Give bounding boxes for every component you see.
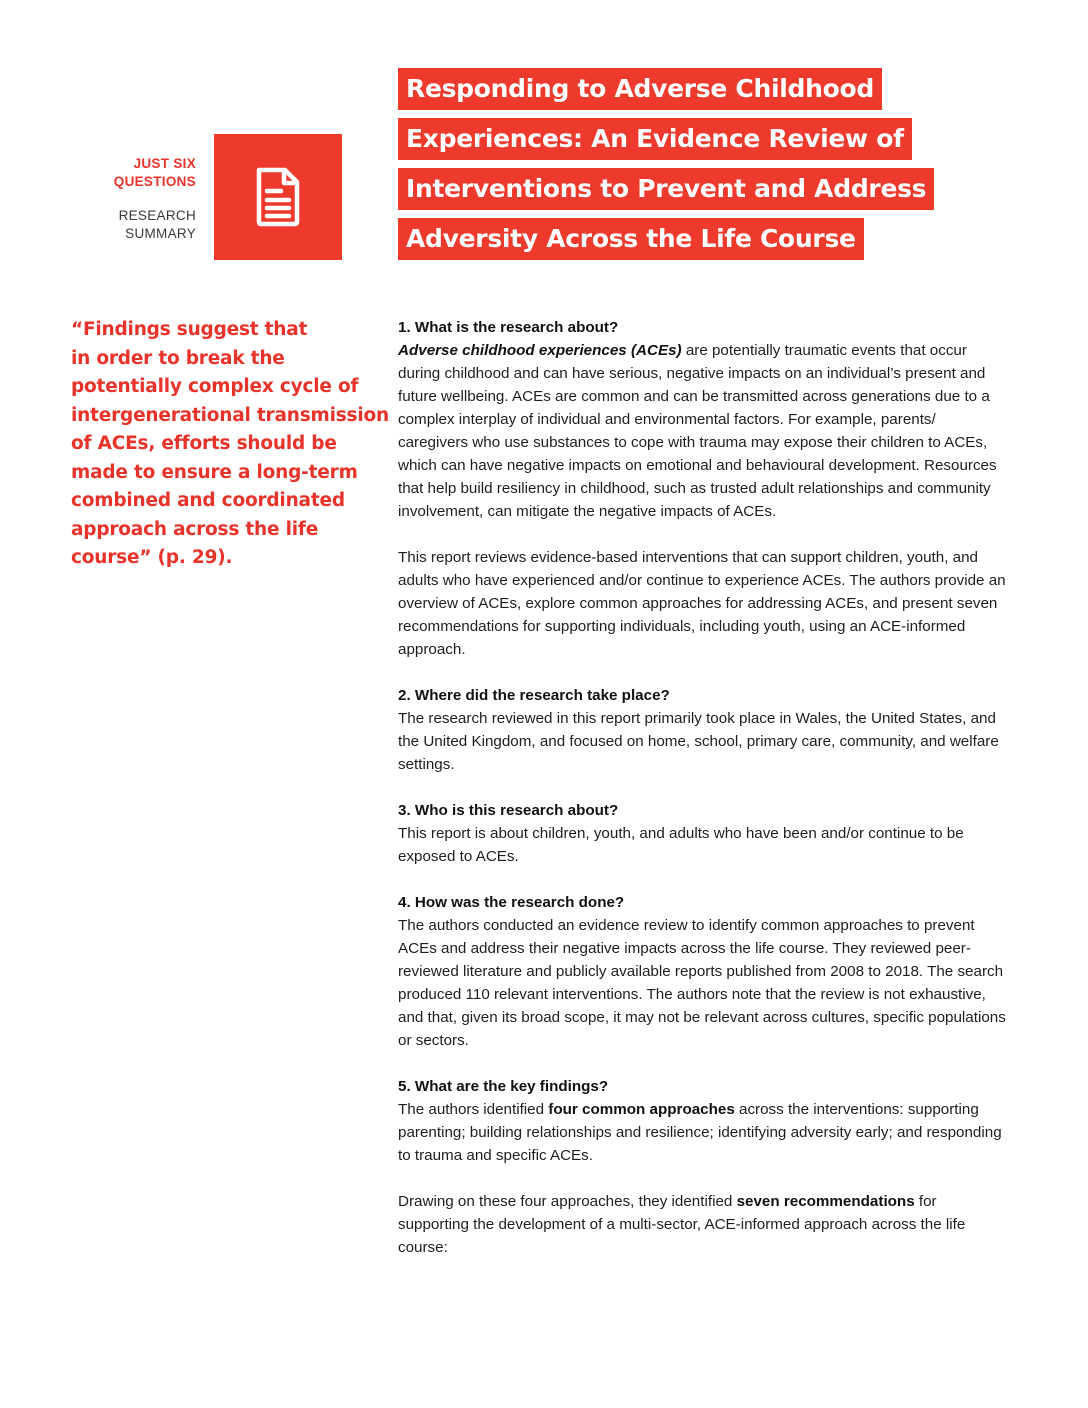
title-line-3: Interventions to Prevent and Address <box>398 168 934 210</box>
page-title <box>398 68 1058 268</box>
pull-quote-line: intergenerational transmission <box>71 404 389 426</box>
pull-quote-line: potentially complex cycle of <box>71 376 359 397</box>
pull-quote-line: approach across the life <box>71 518 319 540</box>
section-heading: 4. How was the research done? <box>398 894 625 911</box>
pull-quote-line: of ACEs, efforts should be <box>71 433 337 454</box>
paragraph <box>398 1098 1010 1167</box>
title-line-4: Adversity Across the Life Course <box>398 218 864 260</box>
paragraph <box>398 1190 1010 1259</box>
paragraph-text: for supporting the development of a multi-sector, ACE-informed approach across the life course: <box>398 1193 966 1256</box>
doc-type-line2: SUMMARY <box>125 226 196 241</box>
series-name-line2: QUESTIONS <box>113 174 196 189</box>
section-heading: 1. What is the research about? <box>398 319 619 336</box>
emphasis-four-approaches: four common approaches <box>548 1101 735 1118</box>
title-line-2: Experiences: An Evidence Review of <box>398 118 912 160</box>
paragraph: This report reviews evidence-based interventions that can support children, youth, and adults who have experienced and/or continue to experience ACEs. The authors provide an overview of ACEs, explore common approaches for addressing ACEs, and present seven recommendations for supporting individuals, including youth, using an ACE-informed approach. <box>398 549 1006 658</box>
section-where <box>398 684 1010 776</box>
paragraph-text: across the interventions: supporting parenting; building relationships and resilience; identifying adversity early; and responding to trauma and specific ACEs. <box>398 1101 1002 1164</box>
section-heading: 2. Where did the research take place? <box>398 687 670 704</box>
paragraph: The research reviewed in this report primarily took place in Wales, the United States, and the United Kingdom, and focused on home, school, primary care, community, and welfare settings. <box>398 710 999 773</box>
paragraph-text: are potentially traumatic events that occur during childhood and can have serious, negative impacts on an individual’s present and future wellbeing. ACEs are common and can be transmitted across generations due to a complex interplay of individual and environmental factors. For example, parents/ caregivers who use substances to cope with trauma may expose their children to ACEs, which can have negative impacts on emotional and behavioural development. Resources that help build resiliency in childhood, such as trusted adult relationships and community involvement, can mitigate the negative impacts of ACEs. <box>398 342 997 520</box>
series-label <box>80 155 196 243</box>
paragraph <box>398 339 1010 523</box>
title-line-1: Responding to Adverse Childhood <box>398 68 882 110</box>
doc-type-line1: RESEARCH <box>118 208 196 223</box>
section-heading: 5. What are the key findings? <box>398 1078 609 1095</box>
section-research-about <box>398 316 1010 661</box>
section-how <box>398 891 1010 1052</box>
paragraph: This report is about children, youth, and adults who have been and/or continue to be exposed to ACEs. <box>398 825 964 865</box>
paragraph-text: Drawing on these four approaches, they identified <box>398 1193 737 1210</box>
pull-quote-line: “Findings suggest that <box>71 319 308 340</box>
section-who <box>398 799 1010 868</box>
pull-quote-line: course” (p. 29). <box>71 547 233 568</box>
section-key-findings <box>398 1075 1010 1259</box>
pull-quote-line: in order to break the <box>71 347 285 369</box>
paragraph: The authors conducted an evidence review to identify common approaches to prevent ACEs and address their negative impacts across the life course. They reviewed peer-reviewed literature and publicly available reports published from 2008 to 2018. The search produced 110 relevant interventions. The authors note that the review is not exhaustive, and that, given its broad scope, it may not be relevant across cultures, specific populations or sectors. <box>398 917 1006 1049</box>
document-icon <box>253 166 303 228</box>
term-aces: Adverse childhood experiences (ACEs) <box>398 342 682 359</box>
pull-quote-line: combined and coordinated <box>71 490 345 511</box>
pull-quote <box>71 316 389 573</box>
main-content <box>398 316 1010 1282</box>
emphasis-seven-recommendations: seven recommendations <box>736 1193 915 1210</box>
section-heading: 3. Who is this research about? <box>398 802 619 819</box>
paragraph-text: The authors identified <box>398 1101 549 1118</box>
series-name-line1: JUST SIX <box>133 156 196 171</box>
document-icon-box <box>214 134 342 260</box>
pull-quote-line: made to ensure a long-term <box>71 461 358 483</box>
